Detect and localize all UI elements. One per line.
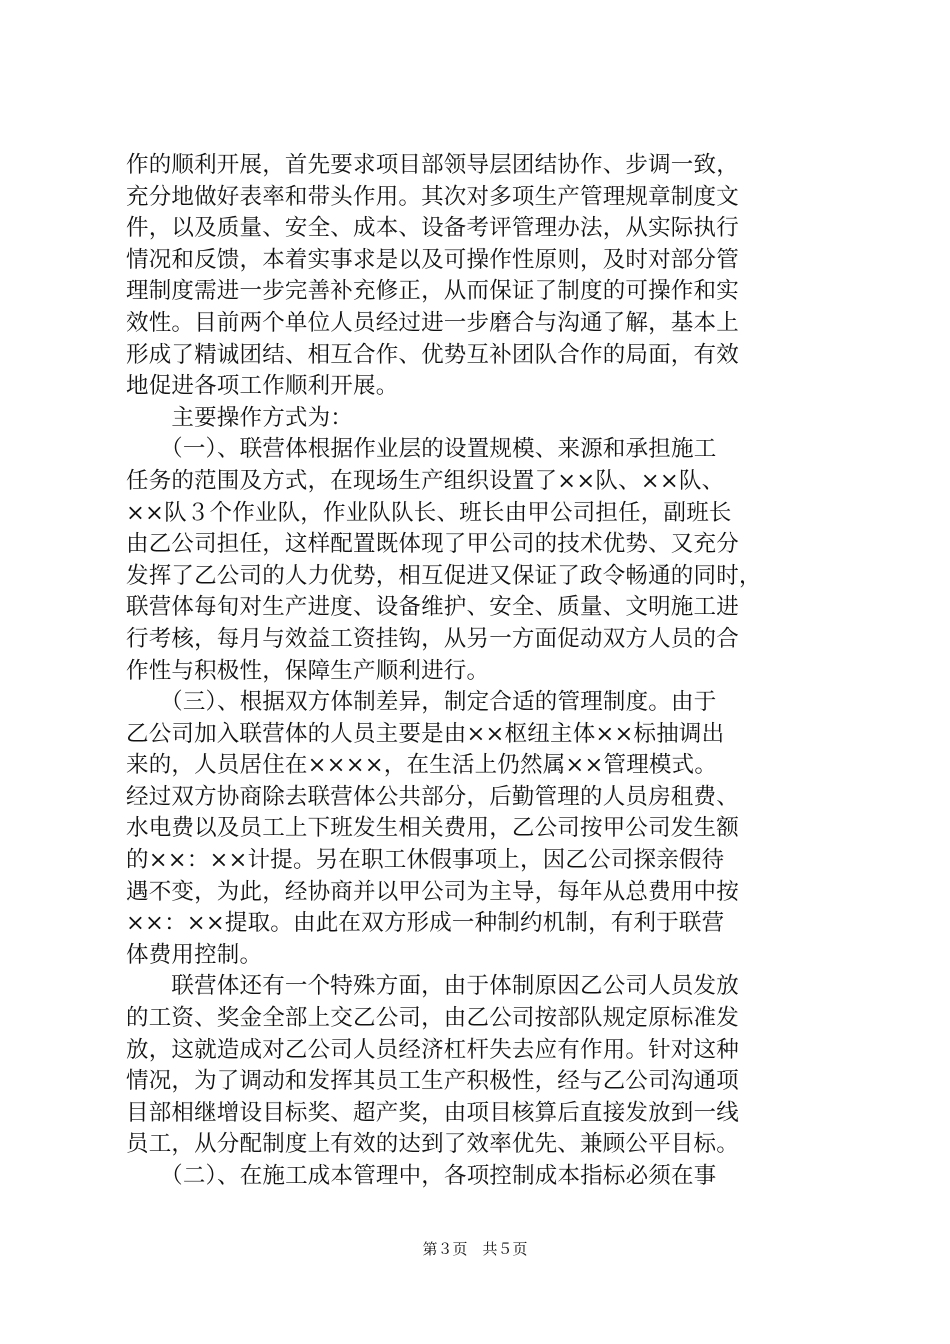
body-line: 联营体每旬对生产进度、设备维护、安全、质量、文明施工进 bbox=[126, 594, 739, 621]
body-line: 作性与积极性，保障生产顺利进行。 bbox=[126, 657, 490, 684]
body-line: 充分地做好表率和带头作用。其次对多项生产管理规章制度文 bbox=[126, 183, 739, 210]
body-text bbox=[126, 150, 832, 1193]
body-line: 的××：××计提。另在职工休假事项上，因乙公司探亲假待 bbox=[126, 847, 725, 874]
body-line: （三）、根据双方体制差异，制定合适的管理制度。由于 bbox=[126, 689, 717, 716]
body-line: 来的，人员居住在××××，在生活上仍然属××管理模式。 bbox=[126, 752, 718, 779]
body-line: 的工资、奖金全部上交乙公司，由乙公司按部队规定原标准发 bbox=[126, 1005, 739, 1032]
body-line: 理制度需进一步完善补充修正，从而保证了制度的可操作和实 bbox=[126, 278, 739, 305]
body-line: 员工，从分配制度上有效的达到了效率优先、兼顾公平目标。 bbox=[126, 1131, 739, 1158]
body-line: 件，以及质量、安全、成本、设备考评管理办法，从实际执行 bbox=[126, 215, 739, 242]
body-line: 效性。目前两个单位人员经过进一步磨合与沟通了解，基本上 bbox=[126, 309, 739, 336]
page-footer: 第３页 共５页 bbox=[422, 1240, 528, 1258]
body-line: 情况，为了调动和发挥其员工生产积极性，经与乙公司沟通项 bbox=[126, 1068, 739, 1095]
body-line: （一）、联营体根据作业层的设置规模、来源和承担施工 bbox=[126, 436, 717, 463]
body-line: 联营体还有一个特殊方面，由于体制原因乙公司人员发放 bbox=[126, 973, 739, 1000]
body-line: 遇不变，为此，经协商并以甲公司为主导，每年从总费用中按 bbox=[126, 878, 739, 905]
body-line: 地促进各项工作顺利开展。 bbox=[126, 373, 399, 400]
body-line: 放，这就造成对乙公司人员经济杠杆失去应有作用。针对这种 bbox=[126, 1036, 739, 1063]
body-line: 经过双方协商除去联营体公共部分，后勤管理的人员房租费、 bbox=[126, 783, 739, 810]
body-line: 乙公司加入联营体的人员主要是由××枢纽主体××标抽调出 bbox=[126, 720, 725, 747]
body-line: 水电费以及员工上下班发生相关费用，乙公司按甲公司发生额 bbox=[126, 815, 739, 842]
body-line: 目部相继增设目标奖、超产奖，由项目核算后直接发放到一线 bbox=[126, 1099, 739, 1126]
body-line: 作的顺利开展，首先要求项目部领导层团结协作、步调一致， bbox=[126, 152, 739, 178]
body-line: 任务的范围及方式，在现场生产组织设置了××队、××队、 bbox=[126, 467, 725, 494]
body-line: 行考核，每月与效益工资挂钩，从另一方面促动双方人员的合 bbox=[126, 625, 739, 652]
body-line: 体费用控制。 bbox=[126, 941, 263, 968]
body-line: ××队３个作业队，作业队队长、班长由甲公司担任，副班长 bbox=[126, 499, 732, 526]
body-line: 发挥了乙公司的人力优势，相互促进又保证了政令畅通的同时， bbox=[126, 562, 762, 589]
body-line: 形成了精诚团结、相互合作、优势互补团队合作的局面，有效 bbox=[126, 341, 739, 368]
body-line: 主要操作方式为： bbox=[126, 404, 354, 431]
body-line: （二）、在施工成本管理中，各项控制成本指标必须在事 bbox=[126, 1163, 717, 1189]
body-line: 情况和反馈，本着实事求是以及可操作性原则，及时对部分管 bbox=[126, 246, 739, 273]
body-line: ××：××提取。由此在双方形成一种制约机制，有利于联营 bbox=[126, 910, 725, 937]
body-line: 由乙公司担任，这样配置既体现了甲公司的技术优势、又充分 bbox=[126, 531, 739, 558]
